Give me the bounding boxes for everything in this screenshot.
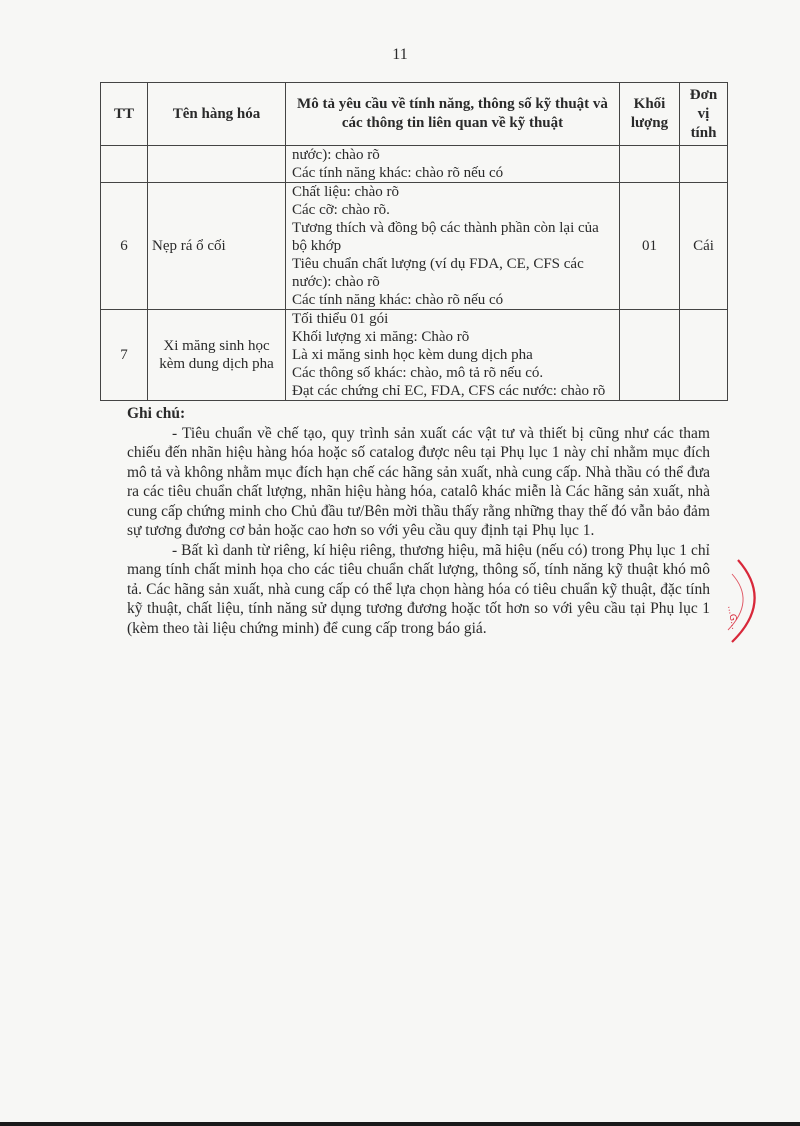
name-line: kèm dung dịch pha <box>159 356 274 372</box>
cell-unit <box>680 146 728 183</box>
cell-desc <box>286 146 620 183</box>
desc-line: Tiêu chuẩn chất lượng (ví dụ FDA, CE, CFS các <box>292 256 584 272</box>
cell-tt: 7 <box>101 310 148 401</box>
header-qty-line2: lượng <box>630 115 669 131</box>
cell-qty <box>620 310 680 401</box>
header-qty <box>620 83 680 146</box>
cell-qty: 01 <box>620 183 680 310</box>
notes-title: Ghi chú: <box>127 405 186 422</box>
header-unit-line2: vị <box>697 105 710 122</box>
cell-tt: 6 <box>101 183 148 310</box>
table-header-row <box>101 83 728 146</box>
header-unit <box>680 83 728 146</box>
scan-bottom-edge <box>0 1122 800 1126</box>
desc-line: Các thông số khác: chào, mô tả rõ nếu có. <box>292 365 544 381</box>
stamp-text: ...G... <box>725 604 740 631</box>
cell-unit: Cái <box>680 183 728 310</box>
cell-name <box>148 310 286 401</box>
cell-tt <box>101 146 148 183</box>
cell-name <box>148 146 286 183</box>
header-unit-line1: Đơn <box>689 86 718 103</box>
desc-line: Các cỡ: chào rõ. <box>292 202 390 218</box>
desc-line: Các tính năng khác: chào rõ nếu có <box>292 165 504 181</box>
cell-unit <box>680 310 728 401</box>
table-row <box>101 146 728 183</box>
table-row <box>101 310 728 401</box>
desc-line: Tương thích và đồng bộ các thành phần còn lại của <box>292 220 599 236</box>
page-number: 11 <box>392 46 408 63</box>
cell-name: Nẹp rá ổ cối <box>148 183 286 310</box>
table-row <box>101 183 728 310</box>
name-line: Xi măng sinh học <box>163 338 270 354</box>
desc-line: Chất liệu: chào rõ <box>292 184 400 200</box>
header-desc-line1: Mô tả yêu cầu về tính năng, thông số kỹ thuật và <box>297 96 608 112</box>
desc-line: Tối thiểu 01 gói <box>292 311 389 327</box>
notes-paragraph-2: - Bất kì danh từ riêng, kí hiệu riêng, thương hiệu, mã hiệu (nếu có) trong Phụ lục 1 chỉ mang tính chất minh họa cho các tiêu chuẩn chất lượng, thông số, tính năng kỹ thuật khó mô tả. Các hãng sản xuất, nhà cung cấp có thể lựa chọn hàng hóa có tiêu chuẩn kỹ thuật, đặc tính kỹ thuật, chất liệu, tính năng sử dụng tương đương hoặc tốt hơn so với yêu cầu tại Phụ lục 1 (kèm theo tài liệu chứng minh) để cung cấp trong báo giá. <box>127 541 710 637</box>
header-name: Tên hàng hóa <box>148 83 286 146</box>
desc-line: nước): chào rõ <box>292 147 380 163</box>
cell-desc <box>286 183 620 310</box>
desc-line: bộ khớp <box>292 238 342 254</box>
desc-line: Các tính năng khác: chào rõ nếu có <box>292 292 504 308</box>
header-tt: TT <box>101 83 148 146</box>
cell-desc <box>286 310 620 401</box>
stamp-seal-icon <box>718 556 778 646</box>
header-unit-line3: tính <box>690 124 717 141</box>
header-desc <box>286 83 620 146</box>
header-desc-line2: các thông tin liên quan về kỹ thuật <box>341 115 564 131</box>
notes-section <box>127 404 710 638</box>
desc-line: Là xi măng sinh học kèm dung dịch pha <box>292 347 533 363</box>
spec-table <box>100 82 728 401</box>
notes-paragraph-1: - Tiêu chuẩn về chế tạo, quy trình sản xuất các vật tư và thiết bị cũng như các tham chiếu đến nhãn hiệu hàng hóa hoặc số catalog được nêu tại Phụ lục 1 này chỉ nhằm mục đích mô tả và không nhằm mục đích hạn chế các hãng sản xuất, nhà cung cấp. Nhà thầu có thể đưa ra các tiêu chuẩn chất lượng, nhãn hiệu hàng hóa, catalô khác miễn là Các hãng sản xuất, nhà cung cấp chứng minh cho Chủ đầu tư/Bên mời thầu thấy rằng những thay thế đó vẫn bảo đảm sự tương đương cơ bản hoặc cao hơn so với yêu cầu quy định tại Phụ lục 1. <box>127 424 710 539</box>
desc-line: nước): chào rõ <box>292 274 380 290</box>
header-qty-line1: Khối <box>633 96 666 112</box>
desc-line: Đạt các chứng chỉ EC, FDA, CFS các nước: chào rõ <box>292 383 606 399</box>
desc-line: Khối lượng xi măng: Chào rõ <box>292 329 470 345</box>
cell-qty <box>620 146 680 183</box>
